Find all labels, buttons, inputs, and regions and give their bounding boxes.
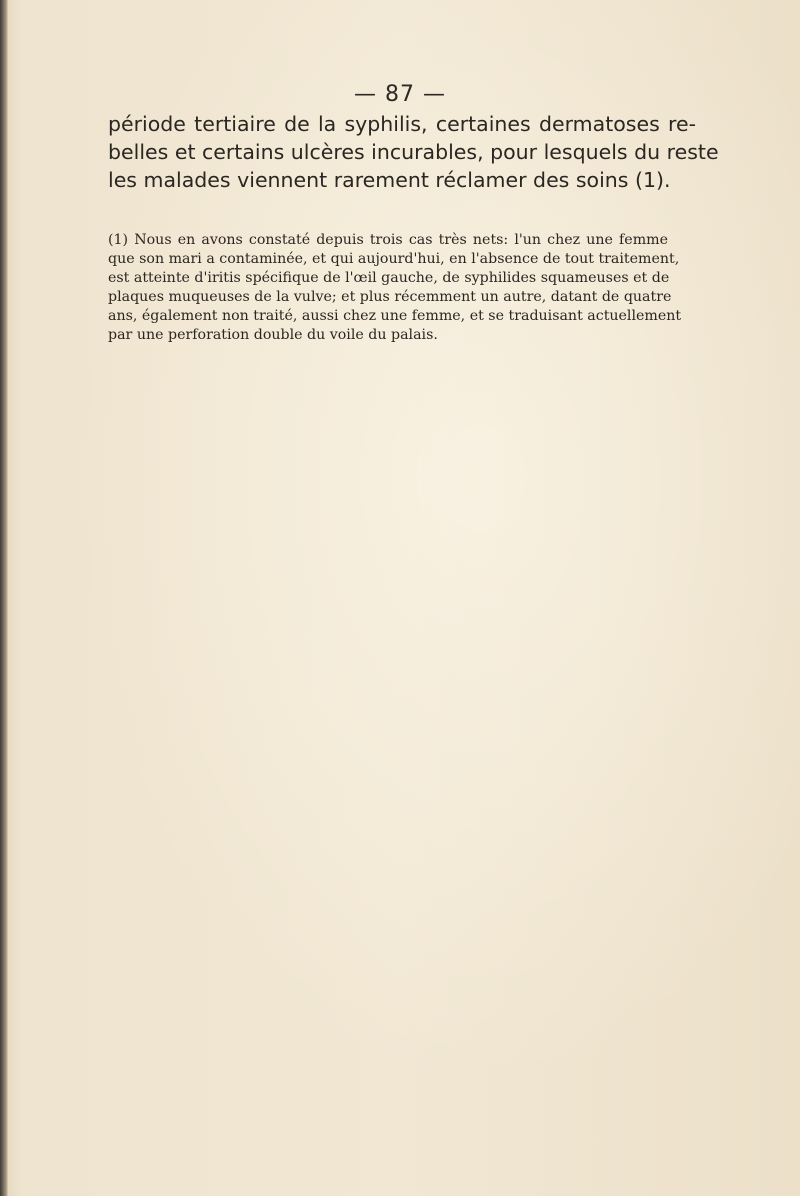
footnote-line: est atteinte d'iritis spécifique de l'œil gauche, de syphilides squameuses et de bbox=[108, 270, 670, 286]
footnote-line: ans, également non traité, aussi chez une femme, et se traduisant actuellement bbox=[108, 308, 682, 324]
main-paragraph-line: belles et certains ulcères incurables, pour lesquels du reste bbox=[108, 140, 719, 164]
footnote-line: par une perforation double du voile du palais. bbox=[108, 327, 438, 343]
footnote bbox=[108, 231, 682, 345]
main-paragraph-line: les malades viennent rarement réclamer des soins (1). bbox=[108, 168, 671, 192]
footnote-line: que son mari a contaminée, et qui aujourd'hui, en l'absence de tout traitement, bbox=[108, 251, 680, 267]
book-binding-edge bbox=[0, 0, 8, 1196]
main-paragraph bbox=[108, 110, 719, 194]
footnote-line: (1) Nous en avons constaté depuis trois cas très nets: l'un chez une femme bbox=[108, 232, 668, 248]
page-number: — 87 — bbox=[354, 82, 446, 107]
footnote-line: plaques muqueuses de la vulve; et plus récemment un autre, datant de quatre bbox=[108, 289, 672, 305]
main-paragraph-line: période tertiaire de la syphilis, certaines dermatoses re- bbox=[108, 112, 696, 136]
